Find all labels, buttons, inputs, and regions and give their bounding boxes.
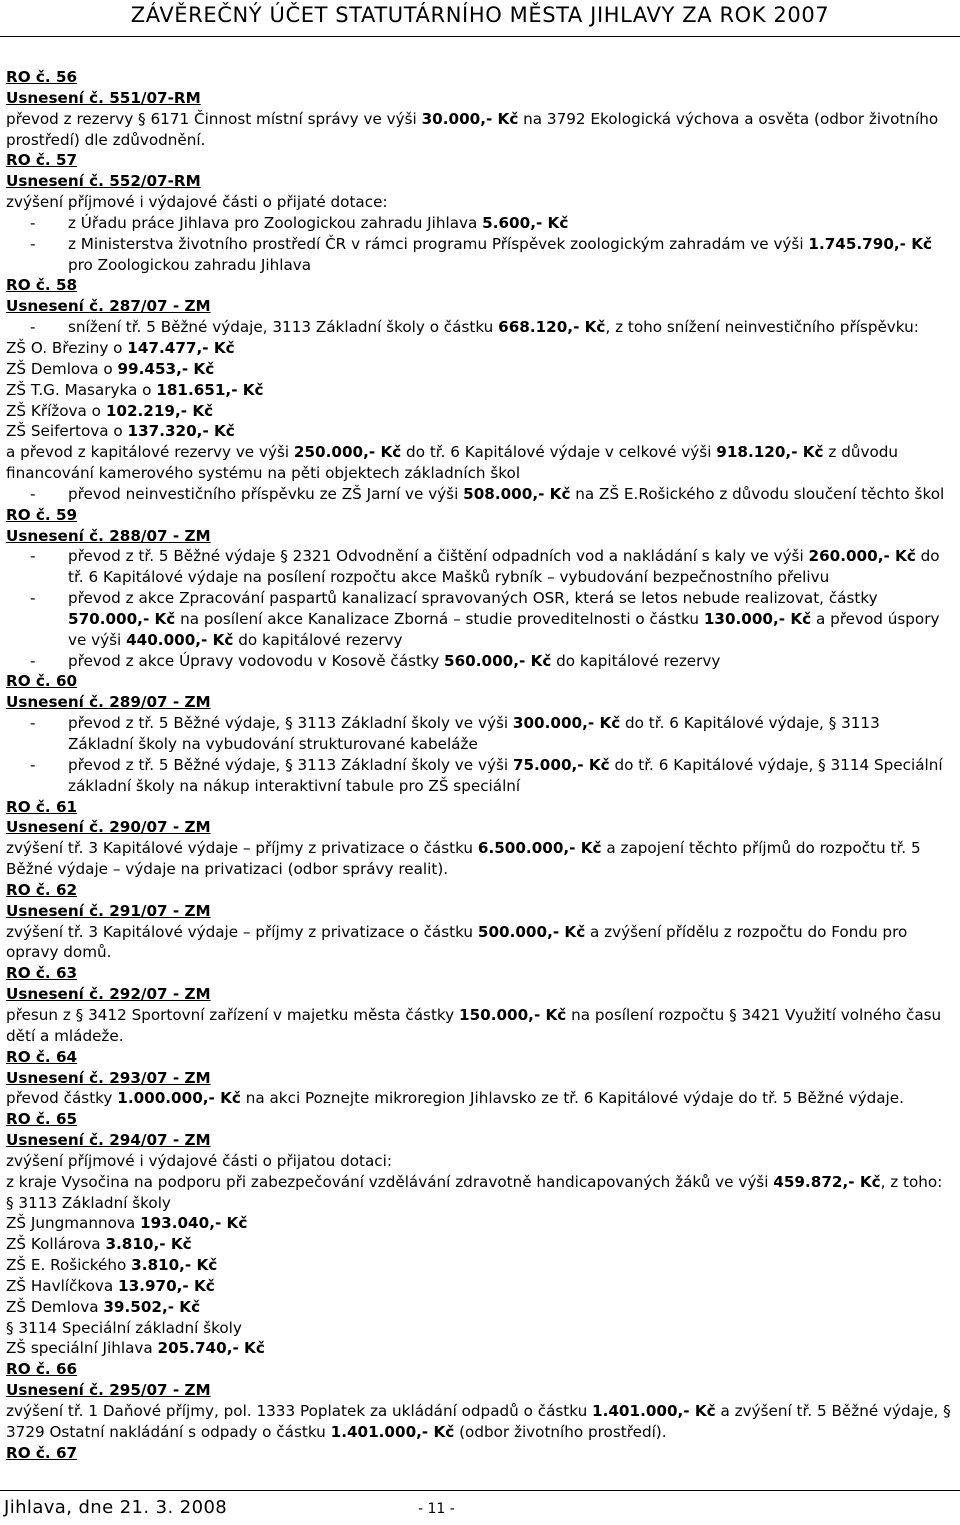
bullet-dash: - bbox=[30, 213, 36, 232]
bullet-continuation: Základní školy na vybudování strukturované kabeláže bbox=[68, 735, 478, 753]
ro-heading: RO č. 60 bbox=[6, 672, 78, 691]
bullet-continuation: ve výši 440.000,- Kč do kapitálové rezervy bbox=[68, 630, 403, 649]
bullet-text: převod z akce Zpracování paspartů kanalizací spravovaných OSR, která se letos nebude realizovat, částky bbox=[68, 589, 878, 608]
page-footer bbox=[0, 1490, 960, 1525]
paragraph-line: ZŠ Demlova o 99.453,- Kč bbox=[6, 359, 215, 378]
paragraph-line: ZŠ Křížova o 102.219,- Kč bbox=[6, 401, 214, 420]
bullet-dash: - bbox=[30, 651, 36, 670]
bullet-text: převod z tř. 5 Běžné výdaje, § 3113 Základní školy ve výši 300.000,- Kč do tř. 6 Kapitálové výdaje, § 3113 bbox=[68, 714, 880, 733]
bullet-dash: - bbox=[30, 234, 36, 253]
bullet-continuation: pro Zoologickou zahradu Jihlava bbox=[68, 255, 312, 274]
bullet-continuation: tř. 6 Kapitálové výdaje na posílení rozpočtu akce Mašků rybník – vybudování bezpečnostního přelivu bbox=[68, 568, 830, 587]
resolution-heading: Usnesení č. 551/07-RM bbox=[6, 88, 201, 107]
resolution-heading: Usnesení č. 294/07 - ZM bbox=[6, 1131, 211, 1150]
paragraph-line: a převod z kapitálové rezervy ve výši 250.000,- Kč do tř. 6 Kapitálové výdaje v celkové výši 918.120,- Kč z důvodu bbox=[6, 443, 899, 462]
ro-heading: RO č. 59 bbox=[6, 505, 78, 524]
resolution-heading: Usnesení č. 295/07 - ZM bbox=[6, 1381, 211, 1400]
resolution-heading: Usnesení č. 552/07-RM bbox=[6, 172, 201, 191]
bullet-item bbox=[6, 317, 946, 338]
paragraph-line: 3729 Ostatní nakládání s odpady o částku 1.401.000,- Kč (odbor životního prostředí). bbox=[6, 1422, 667, 1441]
ro-heading: RO č. 56 bbox=[6, 68, 78, 86]
paragraph-line: ZŠ T.G. Masaryka o 181.651,- Kč bbox=[6, 380, 264, 399]
paragraph-line: ZŠ Seifertova o 137.320,- Kč bbox=[6, 422, 235, 441]
paragraph-line: zvýšení příjmové i výdajové části o přijatou dotaci: bbox=[6, 1151, 392, 1170]
resolution-heading: Usnesení č. 290/07 - ZM bbox=[6, 818, 211, 837]
paragraph-line: dětí a mládeže. bbox=[6, 1026, 124, 1045]
bullet-text: převod z tř. 5 Běžné výdaje § 2321 Odvodnění a čištění odpadních vod a nakládání s kaly ve výši 260.000,- Kč do bbox=[68, 547, 940, 566]
ro-heading: RO č. 57 bbox=[6, 151, 78, 170]
bullet-text: převod z akce Úpravy vodovodu v Kosově částky 560.000,- Kč do kapitálové rezervy bbox=[68, 651, 721, 670]
resolution-heading: Usnesení č. 287/07 - ZM bbox=[6, 297, 211, 316]
paragraph-line: ZŠ Demlova 39.502,- Kč bbox=[6, 1297, 201, 1316]
paragraph-line: § 3113 Základní školy bbox=[6, 1193, 171, 1212]
paragraph-line: § 3114 Speciální základní školy bbox=[6, 1318, 242, 1337]
resolution-heading: Usnesení č. 288/07 - ZM bbox=[6, 526, 211, 545]
footer-place-date: Jihlava, dne 21. 3. 2008 bbox=[4, 1497, 228, 1518]
bullet-item bbox=[6, 546, 946, 567]
bullet-text: z Úřadu práce Jihlava pro Zoologickou zahradu Jihlava 5.600,- Kč bbox=[68, 213, 569, 232]
ro-heading: RO č. 61 bbox=[6, 797, 78, 816]
paragraph-line: převod z rezervy § 6171 Činnost místní správy ve výši 30.000,- Kč na 3792 Ekologická výchova a osvěta (odbor životního bbox=[6, 109, 939, 128]
paragraph-line: zvýšení příjmové i výdajové části o přijaté dotace: bbox=[6, 193, 388, 212]
page-number: - 11 - bbox=[418, 1501, 455, 1517]
bullet-item bbox=[6, 713, 946, 734]
bullet-dash: - bbox=[30, 714, 36, 733]
resolution-heading: Usnesení č. 291/07 - ZM bbox=[6, 901, 211, 920]
paragraph-line: přesun z § 3412 Sportovní zařízení v majetku města částky 150.000,- Kč na posílení rozpočtu § 3421 Využití volného času bbox=[6, 1005, 942, 1024]
bullet-text: z Ministerstva životního prostředí ČR v rámci programu Příspěvek zoologickým zahradám ve výši 1.745.790,- Kč bbox=[68, 234, 933, 253]
resolution-heading: Usnesení č. 289/07 - ZM bbox=[6, 693, 211, 712]
bullet-item bbox=[6, 588, 946, 609]
ro-heading: RO č. 66 bbox=[6, 1360, 78, 1379]
ro-heading: RO č. 58 bbox=[6, 276, 78, 295]
paragraph-line: prostředí) dle zdůvodnění. bbox=[6, 130, 206, 149]
ro-heading: RO č. 64 bbox=[6, 1047, 78, 1066]
bullet-item bbox=[6, 213, 946, 234]
bullet-item bbox=[6, 484, 946, 505]
bullet-continuation: 570.000,- Kč na posílení akce Kanalizace Zborná – studie proveditelnosti o částku 130.000,- Kč a převod úspory bbox=[68, 609, 940, 628]
paragraph-line: ZŠ Havlíčkova 13.970,- Kč bbox=[6, 1276, 215, 1295]
document-body bbox=[6, 67, 951, 1464]
paragraph-line: ZŠ E. Rošického 3.810,- Kč bbox=[6, 1256, 218, 1275]
bullet-dash: - bbox=[30, 589, 36, 608]
paragraph-line: opravy domů. bbox=[6, 943, 112, 962]
paragraph-line: zvýšení tř. 1 Daňové příjmy, pol. 1333 Poplatek za ukládání odpadů o částku 1.401.000,- Kč a zvýšení tř. 5 Běžné výdaje, § bbox=[6, 1402, 951, 1420]
bullet-item bbox=[6, 651, 946, 672]
ro-heading: RO č. 63 bbox=[6, 964, 78, 983]
resolution-heading: Usnesení č. 293/07 - ZM bbox=[6, 1068, 211, 1087]
bullet-continuation: základní školy na nákup interaktivní tabule pro ZŠ speciální bbox=[68, 776, 521, 795]
paragraph-line: financování kamerového systému na pěti objektech základních škol bbox=[6, 464, 521, 483]
ro-heading: RO č. 67 bbox=[6, 1443, 78, 1462]
document-title: ZÁVĚREČNÝ ÚČET STATUTÁRNÍHO MĚSTA JIHLAVY ZA ROK 2007 bbox=[130, 3, 830, 27]
bullet-item bbox=[6, 755, 946, 776]
bullet-text: snížení tř. 5 Běžné výdaje, 3113 Základní školy o částku 668.120,- Kč, z toho snížení neinvestičního příspěvku: bbox=[68, 318, 919, 337]
bullet-dash: - bbox=[30, 755, 36, 774]
paragraph-line: z kraje Vysočina na podporu při zabezpečování vzdělávání zdravotně handicapovaných žáků ve výši 459.872,- Kč, z toho: bbox=[6, 1172, 943, 1191]
bullet-dash: - bbox=[30, 547, 36, 566]
page-header bbox=[0, 0, 960, 37]
bullet-item bbox=[6, 234, 946, 255]
paragraph-line: Běžné výdaje – výdaje na privatizaci (odbor správy realit). bbox=[6, 860, 449, 879]
resolution-heading: Usnesení č. 292/07 - ZM bbox=[6, 985, 211, 1004]
ro-heading: RO č. 62 bbox=[6, 880, 78, 899]
bullet-dash: - bbox=[30, 484, 36, 503]
paragraph-line: ZŠ O. Březiny o 147.477,- Kč bbox=[6, 338, 235, 357]
bullet-dash: - bbox=[30, 318, 36, 337]
paragraph-line: převod částky 1.000.000,- Kč na akci Poznejte mikroregion Jihlavsko ze tř. 6 Kapitálové výdaje do tř. 5 Běžné výdaje. bbox=[6, 1089, 904, 1108]
paragraph-line: ZŠ speciální Jihlava 205.740,- Kč bbox=[6, 1339, 265, 1358]
paragraph-line: ZŠ Kollárova 3.810,- Kč bbox=[6, 1235, 192, 1254]
bullet-text: převod neinvestičního příspěvku ze ZŠ Jarní ve výši 508.000,- Kč na ZŠ E.Rošického z důvodu sloučení těchto škol bbox=[68, 484, 945, 503]
paragraph-line: ZŠ Jungmannova 193.040,- Kč bbox=[6, 1214, 248, 1233]
ro-heading: RO č. 65 bbox=[6, 1110, 78, 1129]
paragraph-line: zvýšení tř. 3 Kapitálové výdaje – příjmy z privatizace o částku 6.500.000,- Kč a zapojení těchto příjmů do rozpočtu tř. 5 bbox=[6, 839, 921, 858]
paragraph-line: zvýšení tř. 3 Kapitálové výdaje – příjmy z privatizace o částku 500.000,- Kč a zvýšení přídělu z rozpočtu do Fondu pro bbox=[6, 922, 908, 941]
bullet-text: převod z tř. 5 Běžné výdaje, § 3113 Základní školy ve výši 75.000,- Kč do tř. 6 Kapitálové výdaje, § 3114 Speciální bbox=[68, 755, 943, 774]
